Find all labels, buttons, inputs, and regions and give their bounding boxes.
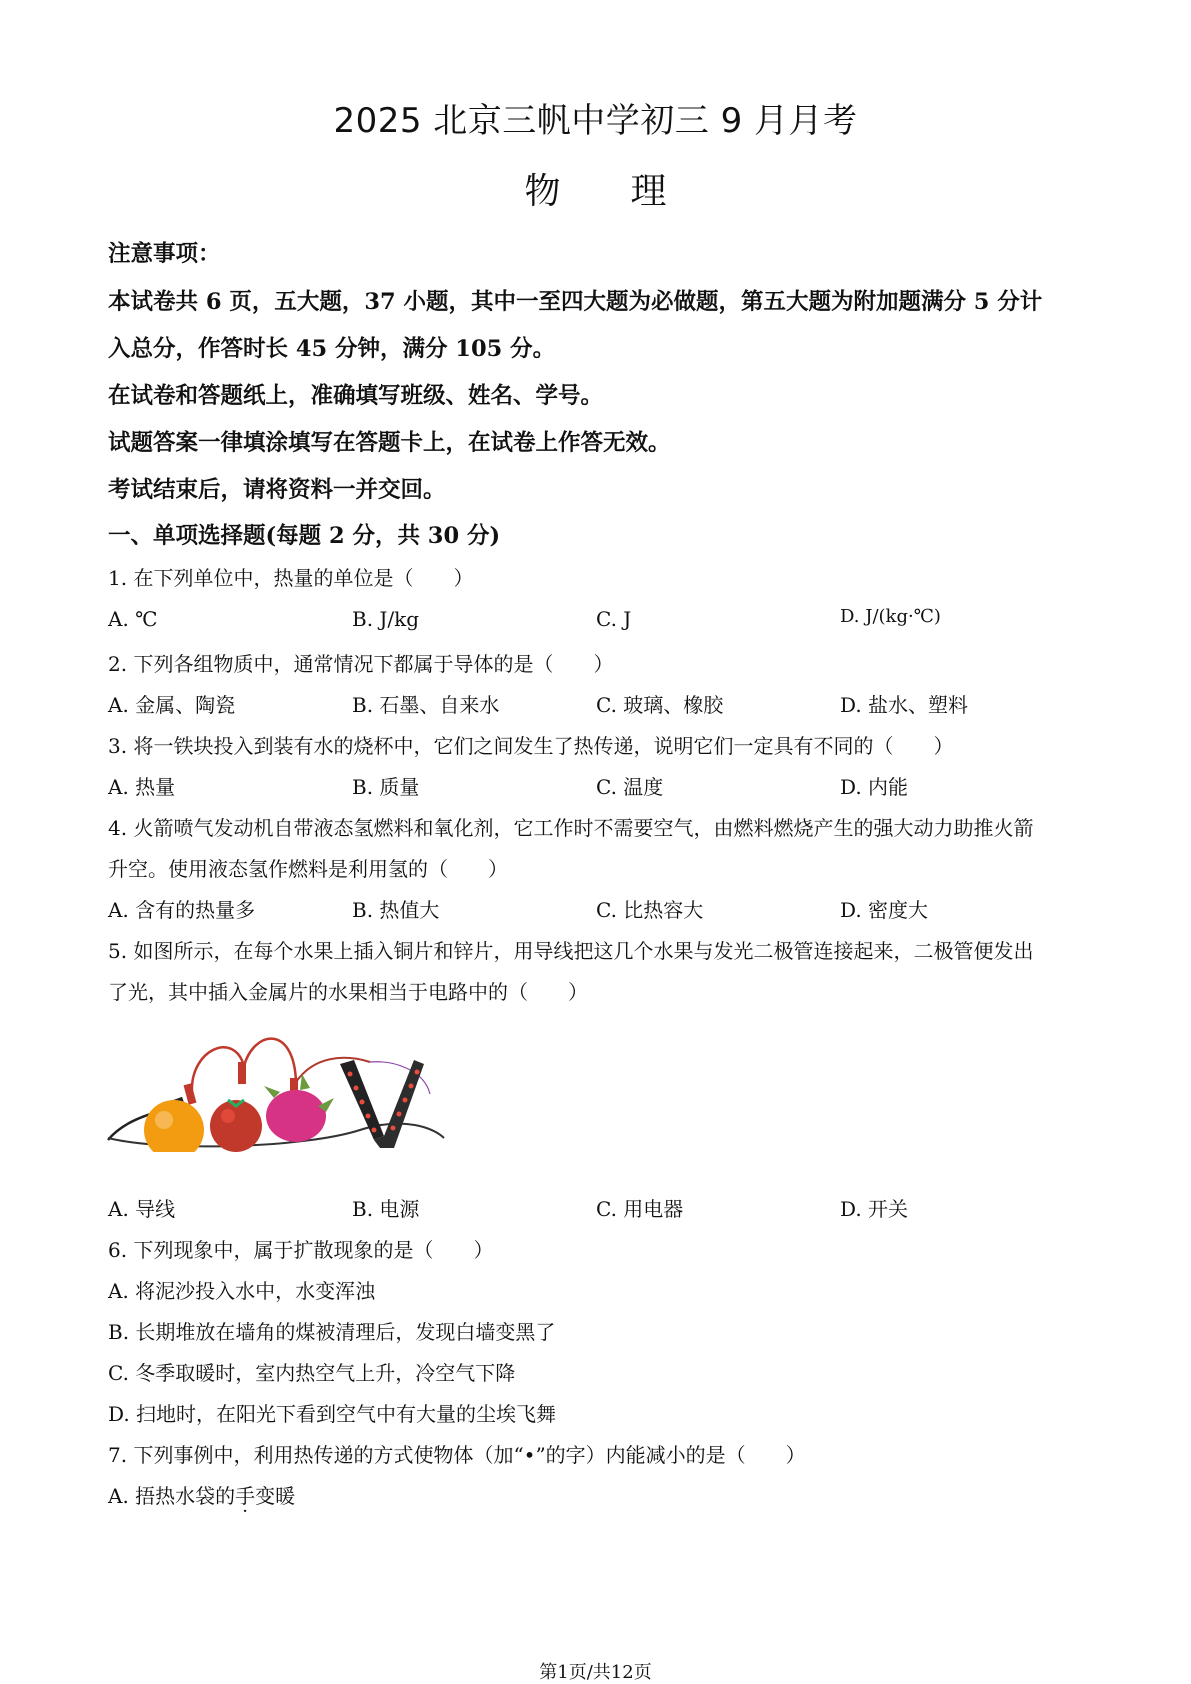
- option-b: B. 长期堆放在墙角的煤被清理后，发现白墙变黑了: [108, 1320, 556, 1344]
- wire: [192, 1047, 244, 1092]
- question-stem: 7. 下列事例中，利用热传递的方式使物体（加“•”的字）内能减小的是（ ）: [108, 1443, 806, 1467]
- notice-line: 试题答案一律填涂填写在答题卡上，在试卷上作答无效。: [108, 430, 671, 456]
- option-a: A. 将泥沙投入水中，水变浑浊: [108, 1279, 376, 1303]
- question-stem: 升空。使用液态氢作燃料是利用氢的（ ）: [108, 857, 508, 881]
- section-heading: 一、单项选择题(每题 2 分，共 30 分): [108, 523, 501, 549]
- fruit-battery-figure: [104, 1020, 448, 1152]
- notice-line: 入总分，作答时长 45 分钟，满分 105 分。: [108, 336, 556, 362]
- subject-char-1: 物: [524, 171, 561, 212]
- option-d: D. 开关: [840, 1197, 909, 1221]
- dragon-fruit: [266, 1090, 326, 1142]
- option-c: C. 温度: [596, 775, 664, 799]
- option-a: [108, 1480, 295, 1509]
- option-c: C. 冬季取暖时，室内热空气上升，冷空气下降: [108, 1361, 516, 1385]
- option-a: A. ℃: [108, 607, 158, 631]
- wire: [244, 1039, 296, 1082]
- notice-line: 在试卷和答题纸上，准确填写班级、姓名、学号。: [108, 383, 604, 409]
- option-c: C. J: [596, 607, 632, 631]
- question-stem: 3. 将一铁块投入到装有水的烧杯中，它们之间发生了热传递，说明它们一定具有不同的（ ）: [108, 734, 954, 758]
- page-footer: 第1页/共12页: [539, 1662, 652, 1683]
- option-b: B. 热值大: [352, 898, 440, 922]
- question-stem: 4. 火箭喷气发动机自带液态氢燃料和氧化剂，它工作时不需要空气，由燃料燃烧产生的强大动力助推火箭: [108, 816, 1034, 840]
- option-a: A. 热量: [108, 775, 176, 799]
- option-text: A. 捂热水袋的: [108, 1484, 236, 1508]
- notice-line: 本试卷共 6 页，五大题，37 小题，其中一至四大题为必做题，第五大题为附加题满分 5 分计: [108, 289, 1043, 315]
- tomato-highlight: [221, 1109, 235, 1123]
- option-c: C. 比热容大: [596, 898, 704, 922]
- option-b: B. 石墨、自来水: [352, 693, 500, 717]
- option-c: C. 玻璃、橡胶: [596, 693, 724, 717]
- orange-highlight: [155, 1111, 173, 1129]
- emphasized-char: 手: [235, 1484, 256, 1508]
- notice-line: 考试结束后，请将资料一并交回。: [108, 477, 446, 503]
- question-stem: 了光，其中插入金属片的水果相当于电路中的（ ）: [108, 980, 588, 1004]
- option-text: 变暖: [255, 1484, 296, 1508]
- option-a: A. 导线: [108, 1197, 176, 1221]
- notice-heading: 注意事项：: [108, 241, 221, 267]
- exam-title: 2025 北京三帆中学初三 9 月月考: [333, 101, 858, 141]
- option-d: D. 密度大: [840, 898, 929, 922]
- subject-title: [0, 163, 1191, 214]
- question-stem: 2. 下列各组物质中，通常情况下都属于导体的是（ ）: [108, 652, 614, 676]
- option-d: D. 盐水、塑料: [840, 693, 969, 717]
- alligator-clip: [184, 1083, 197, 1104]
- option-c: C. 用电器: [596, 1197, 684, 1221]
- option-b: B. 质量: [352, 775, 420, 799]
- orange: [144, 1100, 204, 1152]
- alligator-clip: [238, 1062, 246, 1084]
- option-d: D. 扫地时，在阳光下看到空气中有大量的尘埃飞舞: [108, 1402, 557, 1426]
- question-stem: 5. 如图所示，在每个水果上插入铜片和锌片，用导线把这几个水果与发光二极管连接起来，二极管便发出: [108, 939, 1034, 963]
- option-a: A. 金属、陶瓷: [108, 693, 236, 717]
- option-b: B. 电源: [352, 1197, 420, 1221]
- option-d: D. J/(kg·℃): [840, 606, 941, 627]
- subject-char-2: 理: [630, 171, 667, 212]
- option-b: B. J/kg: [352, 607, 420, 631]
- question-stem: 1. 在下列单位中，热量的单位是（ ）: [108, 566, 474, 590]
- option-a: A. 含有的热量多: [108, 898, 256, 922]
- question-stem: 6. 下列现象中，属于扩散现象的是（ ）: [108, 1238, 494, 1262]
- option-d: D. 内能: [840, 775, 909, 799]
